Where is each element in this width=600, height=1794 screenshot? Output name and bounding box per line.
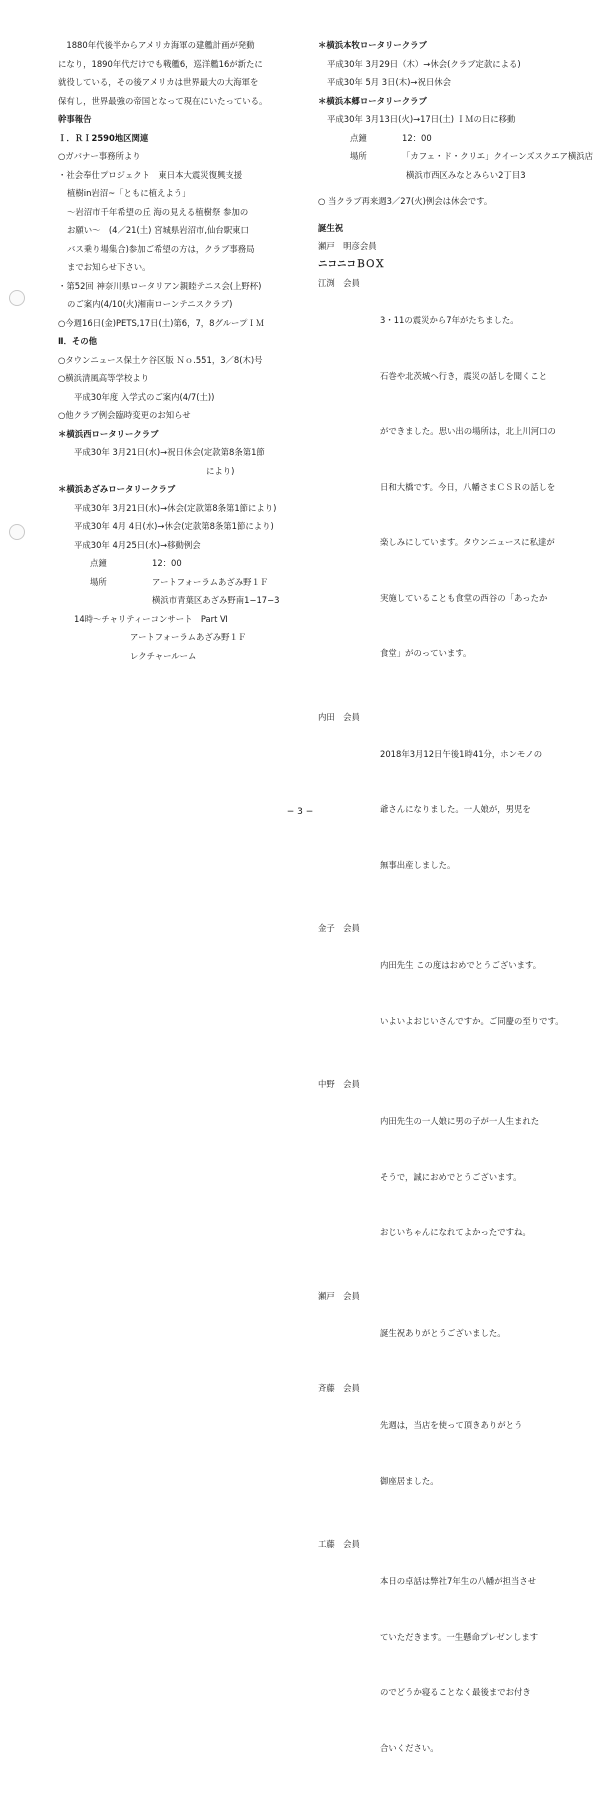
club-nishi: [58, 425, 306, 481]
intro-line: 保有し，世界最強の帝国となって現在にいたっている。: [58, 95, 268, 106]
place-value: 「カフェ・ド・クリエ」クイーンズスクエア横浜店: [402, 151, 594, 161]
message-line: 無事出産しました。: [380, 859, 456, 870]
member-name: 内田 会員: [318, 711, 360, 722]
secretary-report-heading: 幹事報告: [58, 114, 92, 124]
hongo-time-row: [318, 129, 568, 148]
club-line: 平成30年 3月13日(火)→17日(土) ＩＭの日に移動: [327, 114, 516, 124]
club-hongo: [318, 92, 594, 185]
list-item: [318, 1535, 568, 1794]
club-line: 平成30年 5月 3日(木)→祝日休会: [327, 77, 451, 87]
place-label: 場所: [90, 576, 107, 587]
time-value: 12：00: [402, 132, 432, 143]
message-line: のでどうか寝ることなく最後までお付き: [380, 1687, 531, 1697]
member-message: [380, 1535, 568, 1794]
intro-line: になり，1890年代だけでも戦艦6，巡洋艦16が新たに: [58, 58, 263, 69]
member-message: [380, 274, 568, 700]
message-line: ていただきます。一生懸命プレゼンします: [380, 1631, 539, 1642]
place-address: 横浜市西区みなとみらい2丁目3: [406, 169, 526, 180]
right-column: [318, 36, 594, 1794]
social-line: までお知らせ下さい。: [67, 262, 151, 272]
member-message: [380, 919, 568, 1067]
hongo-place-row: [318, 147, 594, 166]
list-item: [318, 919, 568, 1067]
niconico-list: [318, 274, 568, 1794]
district-section-heading: Ｉ．ＲＩ2590地区関連: [58, 132, 149, 143]
place-address: 横浜市青葉区あざみ野南1−17−3: [152, 595, 280, 605]
other-clubs-line: ○他クラブ例会臨時変更のお知らせ: [58, 410, 191, 420]
message-line: 本日の卓話は弊社7年生の八幡が担当させ: [380, 1576, 537, 1586]
intro-line: 就役している，その後アメリカは世界最大の大海軍を: [58, 77, 259, 87]
social-line: バス乗り場集合)参加ご希望の方は，クラブ事務局: [67, 243, 255, 254]
social-service-item: [58, 166, 306, 277]
club-heading: ＊横浜西ロータリークラブ: [58, 428, 159, 439]
niconico-heading: ニコニコＢＯＸ: [318, 258, 385, 270]
message-line: 誕生祝ありがとうございました。: [380, 1327, 506, 1338]
message-line: 合いください。: [380, 1742, 439, 1753]
intro-paragraph: [58, 36, 306, 110]
club-heading: ＊横浜本郷ロータリークラブ: [318, 95, 427, 106]
binder-hole-bottom: [9, 524, 25, 540]
concert-place: アートフォーラムあざみ野１Ｆ: [130, 632, 247, 642]
page-number: − 3 −: [286, 807, 314, 817]
restart-note: ○ 当クラブ再来週3／27(火)例会は休会です。: [318, 196, 493, 206]
list-item: [318, 274, 568, 700]
member-name: 金子 会員: [318, 923, 360, 933]
place-label: 場所: [350, 151, 367, 161]
tennis-line: のご案内(4/10(火)湘南ローンテニスクラブ): [67, 299, 233, 309]
left-column: [58, 36, 306, 665]
club-heading: ＊横浜あざみロータリークラブ: [58, 484, 176, 494]
message-line: 御座居ました。: [380, 1475, 439, 1486]
social-line: ～岩沼市千年希望の丘 海の見える植樹祭 参加の: [67, 206, 249, 217]
message-line: 日和大橋です。今日，八幡さまＣＳＲの話しを: [380, 481, 556, 492]
pets-line: ○今週16日(金)PETS,17日(土)第6，7，8グループＩＭ: [58, 317, 265, 328]
message-line: 爺さんになりました。一人娘が，男児を: [380, 804, 531, 814]
tennis-item: [58, 277, 306, 314]
list-item: [318, 1287, 568, 1380]
member-name: 中野 会員: [318, 1079, 360, 1089]
message-line: 石巻や北茨城へ行き，震災の話しを聞くこと: [380, 370, 548, 381]
club-line: 平成30年 3月21日(水)→祝日休会(定款第8条第1節: [74, 447, 265, 457]
time-value: 12：00: [152, 558, 182, 568]
binder-hole-top: [9, 290, 25, 306]
social-line: お願い～ (4／21(土) 宮城県岩沼市,仙台駅東口: [67, 225, 249, 235]
member-message: [380, 1379, 568, 1527]
list-item: [318, 1075, 568, 1279]
club-honmoku: [318, 36, 568, 92]
club-azami: [58, 480, 306, 665]
time-label: 点鐘: [350, 132, 367, 143]
other-section-heading: Ⅱ．その他: [58, 336, 98, 346]
time-label: 点鐘: [90, 558, 107, 568]
tennis-line: ・第52回 神奈川県ロータリアン親睦テニス会(上野杯): [58, 280, 262, 291]
message-line: 内田先生 この度はおめでとうございます。: [380, 960, 542, 970]
intro-line: 1880年代後半からアメリカ海軍の建艦計画が発動: [58, 40, 255, 50]
message-line: ができました。思い出の場所は，北上川河口の: [380, 426, 556, 436]
social-line: 植樹in岩沼~「ともに植えよう」: [67, 188, 191, 198]
member-name: 斉藤 会員: [318, 1383, 360, 1393]
town-news-line: ○タウンニュース保土ケ谷区版 Ｎｏ.551，3／8(木)号: [58, 354, 263, 365]
member-name: 瀬戸 会員: [318, 1290, 360, 1301]
social-line: ・社会奉仕プロジェクト 東日本大震災復興支援: [58, 169, 243, 180]
message-line: 2018年3月12日午後1時41分，ホンモノの: [380, 748, 543, 759]
school-heading: ○横浜清風高等学校より: [58, 373, 150, 383]
message-line: 食堂」がのっています。: [380, 648, 472, 658]
member-name: 工藤 会員: [318, 1539, 360, 1549]
place-value: アートフォーラムあざみ野１Ｆ: [152, 576, 269, 587]
member-name: 江渕 会員: [318, 278, 360, 288]
concert-line: 14時～チャリティーコンサート Part Ⅵ: [74, 613, 228, 624]
message-line: おじいちゃんになれてよかったですね。: [380, 1227, 531, 1237]
azami-time-row: [58, 554, 306, 573]
club-line: 平成30年 4月 4日(水)→休会(定款第8条第1節により): [74, 521, 274, 531]
school-line: 平成30年度 入学式のご案内(4/7(土)): [74, 391, 215, 402]
azami-place-row: [58, 573, 306, 592]
member-message: [380, 1287, 568, 1380]
birthday-name: 瀬戸 明彦会員: [318, 241, 377, 251]
birthday-section: [318, 219, 568, 256]
message-line: そうで，誠におめでとうございます。: [380, 1171, 522, 1182]
birthday-heading: 誕生祝: [318, 222, 344, 233]
club-heading: ＊横浜本牧ロータリークラブ: [318, 40, 427, 50]
list-item: [318, 1379, 568, 1527]
message-line: 先週は，当店を使って頂きありがとう: [380, 1420, 523, 1430]
member-message: [380, 1075, 568, 1279]
governor-office-line: ○ガバナー事務所より: [58, 151, 141, 161]
club-line: 平成30年 4月25日(水)→移動例会: [74, 539, 201, 550]
club-line: 平成30年 3月29日（木）→休会(クラブ定款による): [327, 58, 521, 69]
club-line: 平成30年 3月21日(水)→休会(定款第8条第1節により): [74, 502, 277, 513]
message-line: いよいよおじいさんですか。ご同慶の至りです。: [380, 1015, 564, 1026]
club-line: により): [206, 465, 235, 476]
message-line: 楽しみにしています。タウンニュースに私達が: [380, 537, 555, 547]
concert-place: レクチャールーム: [130, 650, 197, 661]
message-line: 実施していることも食堂の西谷の「あったか: [380, 592, 548, 603]
message-line: 内田先生の一人娘に男の子が一人生まれた: [380, 1116, 540, 1126]
message-line: 3・11の震災から7年がたちました。: [380, 315, 519, 325]
